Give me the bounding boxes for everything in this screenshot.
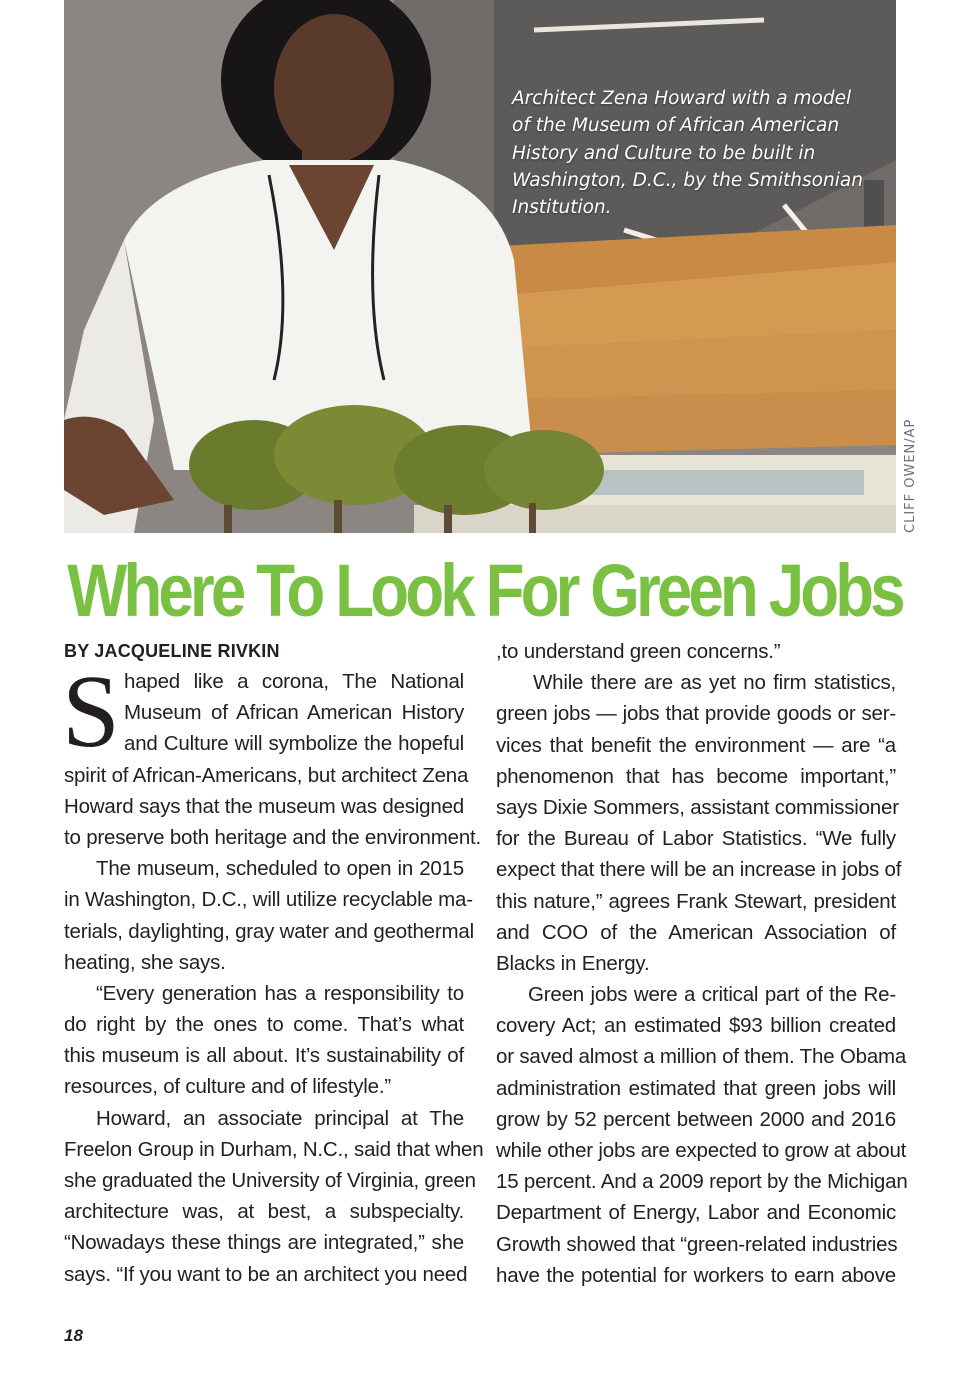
caption-line: of the Museum of African American xyxy=(512,115,840,137)
headline: Where To Look For Green Jobs xyxy=(67,549,902,632)
text-line: to preserve both heritage and the environment. xyxy=(64,825,482,849)
byline: BY JACQUELINE RIVKIN xyxy=(64,641,280,661)
text-line: for the Bureau of Labor Statistics. “We fully xyxy=(496,827,896,851)
text-line: Howard says that the museum was designed xyxy=(64,794,464,818)
text-line: or saved almost a million of them. The Obama xyxy=(496,1045,907,1069)
article-column-right xyxy=(496,636,908,1291)
text-line: administration estimated that green jobs will xyxy=(496,1076,896,1100)
text-line: “Nowadays these things are integrated,” she xyxy=(64,1231,464,1255)
text-line: do right by the ones to come. That’s what xyxy=(64,1013,464,1037)
text-line: ,to understand green concerns.” xyxy=(496,640,781,663)
caption-line: Washington, D.C., by the Smithsonian xyxy=(512,169,863,191)
text-line: this nature,” agrees Frank Stewart, president xyxy=(496,889,896,913)
text-line: Howard, an associate principal at The xyxy=(96,1106,464,1130)
drop-cap: S xyxy=(62,654,120,769)
text-line: while other jobs are expected to grow at about xyxy=(496,1139,907,1162)
text-line: this museum is all about. It’s sustainability of xyxy=(64,1044,464,1068)
text-line: “Every generation has a responsibility to xyxy=(96,981,464,1005)
text-line: have the potential for workers to earn above xyxy=(496,1263,896,1287)
text-line: heating, she says. xyxy=(64,950,226,974)
text-line: Freelon Group in Durham, N.C., said that when xyxy=(64,1137,484,1161)
text-line: says Dixie Sommers, assistant commissioner xyxy=(496,795,899,819)
caption-line: Architect Zena Howard with a model xyxy=(512,88,852,109)
text-line: says. “If you want to be an architect you need xyxy=(64,1262,468,1286)
text-line: and Culture will symbolize the hopeful xyxy=(124,732,464,756)
text-line: Department of Energy, Labor and Economic xyxy=(496,1201,896,1225)
text-line: architecture was, at best, a subspecialty. xyxy=(64,1200,464,1224)
photo-credit: CLIFF OWEN/AP xyxy=(903,418,918,533)
text-line: vices that benefit the environment — are “a xyxy=(496,733,896,757)
text-line: grow by 52 percent between 2000 and 2016 xyxy=(496,1107,896,1131)
text-line: haped like a corona, The National xyxy=(124,670,464,693)
page-number: 18 xyxy=(64,1326,83,1345)
text-line: resources, of culture and of lifestyle.” xyxy=(64,1075,391,1099)
text-line: 15 percent. And a 2009 report by the Michigan xyxy=(496,1170,908,1194)
photo-caption xyxy=(512,85,872,221)
text-line: Blacks in Energy. xyxy=(496,951,650,975)
article-column-left xyxy=(62,654,484,1290)
caption-line: Institution. xyxy=(512,197,612,219)
text-line: spirit of African-Americans, but architect Zena xyxy=(64,763,469,787)
text-line: While there are as yet no firm statistics, xyxy=(533,671,896,695)
text-line: and COO of the American Association of xyxy=(496,920,896,944)
text-line: Museum of African American History xyxy=(124,701,464,725)
text-line: The museum, scheduled to open in 2015 xyxy=(96,857,464,881)
text-line: Growth showed that “green-related industries xyxy=(496,1232,898,1256)
text-line: she graduated the University of Virginia, green xyxy=(64,1169,476,1192)
article-photo xyxy=(64,0,896,533)
text-line: Green jobs were a critical part of the Re- xyxy=(528,983,896,1007)
photo-illustration xyxy=(64,0,896,533)
text-line: covery Act; an estimated $93 billion created xyxy=(496,1014,896,1038)
text-line: terials, daylighting, gray water and geothermal xyxy=(64,919,474,943)
text-line: phenomenon that has become important,” xyxy=(496,764,896,788)
text-line: in Washington, D.C., will utilize recyclable ma- xyxy=(64,888,473,912)
text-line: expect that there will be an increase in jobs of xyxy=(496,858,902,882)
text-line: green jobs — jobs that provide goods or ser- xyxy=(496,702,896,726)
caption-line: History and Culture to be built in xyxy=(512,142,816,164)
